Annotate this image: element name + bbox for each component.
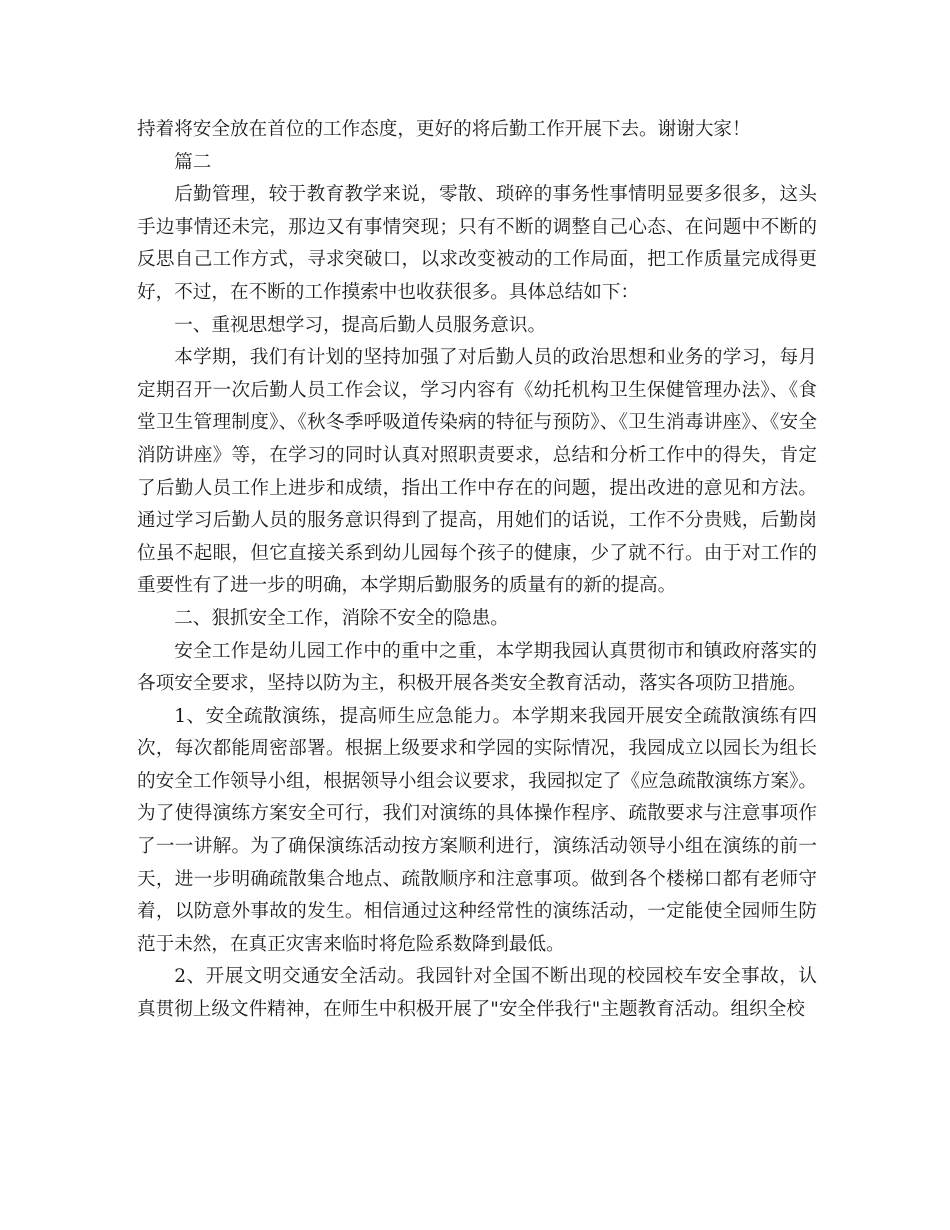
paragraph-9: 2、开展文明交通安全活动。我园针对全国不断出现的校园校车安全事故，认真贯彻上级文件精神，在师生中积极开展了"安全伴我行"主题教育活动。组织全校 — [137, 966, 817, 1021]
paragraph-2-section-heading: 篇二 — [174, 151, 212, 173]
paragraph-4-heading: 一、重视思想学习，提高后勤人员服务意识。 — [174, 314, 547, 336]
document-body — [137, 114, 817, 1027]
paragraph-5: 本学期，我们有计划的坚持加强了对后勤人员的政治思想和业务的学习，每月定期召开一次后勤人员工作会议，学习内容有《幼托机构卫生保健管理办法》、《食堂卫生管理制度》、《秋冬季呼吸道传染病的特征与预防》、《卫生消毒讲座》、《安全消防讲座》等，在学习的同时认真对照职责要求，总结和分析工作中的得失，肯定了后勤人员工作上进步和成绩，指出工作中存在的问题，提出改进的意见和方法。通过学习后勤人员的服务意识得到了提高，用她们的话说，工作不分贵贱，后勤岗位虽不起眼，但它直接关系到幼儿园每个孩子的健康，少了就不行。由于对工作的重要性有了进一步的明确，本学期后勤服务的质量有的新的提高。 — [137, 347, 817, 597]
paragraph-3: 后勤管理，较于教育教学来说，零散、琐碎的事务性事情明显要多很多，这头手边事情还未完，那边又有事情突现；只有不断的调整自己心态、在问题中不断的反思自己工作方式，寻求突破口，以求改变被动的工作局面，把工作质量完成得更好，不过，在不断的工作摸索中也收获很多。具体总结如下： — [137, 184, 817, 303]
paragraph-6-heading: 二、狠抓安全工作，消除不安全的隐患。 — [174, 607, 509, 629]
paragraph-8: 1、安全疏散演练，提高师生应急能力。本学期来我园开展安全疏散演练有四次，每次都能周密部署。根据上级要求和学园的实际情况，我园成立以园长为组长的安全工作领导小组，根据领导小组会议要求，我园拟定了《应急疏散演练方案》。为了使得演练方案安全可行，我们对演练的具体操作程序、疏散要求与注意事项作了一一讲解。为了确保演练活动按方案顺利进行，演练活动领导小组在演练的前一天，进一步明确疏散集合地点、疏散顺序和注意事项。做到各个楼梯口都有老师守着，以防意外事故的发生。相信通过这种经常性的演练活动，一定能使全园师生防范于未然，在真正灾害来临时将危险系数降到最低。 — [137, 705, 817, 955]
paragraph-7: 安全工作是幼儿园工作中的重中之重，本学期我园认真贯彻市和镇政府落实的各项安全要求，坚持以防为主，积极开展各类安全教育活动，落实各项防卫措施。 — [137, 640, 817, 695]
paragraph-1: 持着将安全放在首位的工作态度，更好的将后勤工作开展下去。谢谢大家！ — [137, 119, 751, 140]
